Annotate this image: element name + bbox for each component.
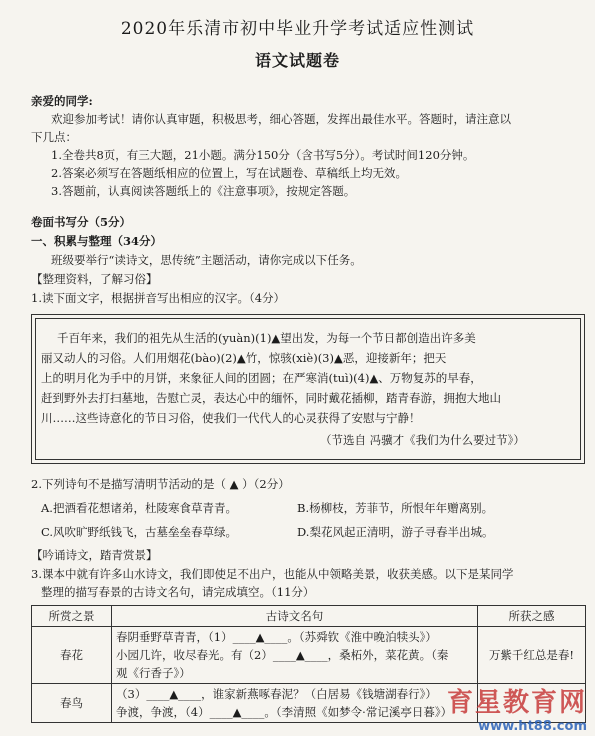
passage-line-2: 丽又动人的习俗。人们用烟花(bào)(2)▲竹，惊骇(xiè)(3)▲恶，迎接新年；把天 — [41, 351, 447, 365]
poem-line: 观《行香子》） — [116, 666, 191, 680]
passage-line-5: 川……这些诗意化的节日习俗，使我们一代代人的心灵获得了安慰与宁静！ — [41, 411, 421, 425]
notice-item-2: 2.答案必须写在答题纸相应的位置上，写在试题卷、草稿纸上均无效。 — [51, 166, 407, 180]
part-1-heading: 【整理资料，了解习俗】 — [31, 272, 158, 286]
notice-line-2: 下几点： — [31, 130, 77, 144]
watermark-logo-text: 育星教育网 — [446, 688, 587, 718]
section-1-heading: 一、积累与整理（34分） — [31, 234, 163, 248]
passage-line-4: 赶到野外去打扫墓地，告慰亡灵，表达心中的缅怀，同时戴花插柳，踏青春游，拥抱大地山 — [41, 391, 501, 405]
feeling-cell: 万紫千红总是春! — [478, 627, 586, 684]
table-header: 所获之感 — [478, 606, 586, 627]
poem-line: 春阴垂野草青青，（1）____▲____。（苏舜钦《淮中晚泊犊头》） — [116, 630, 437, 644]
table-header-row — [32, 606, 586, 627]
exam-subtitle: 语文试题卷 — [254, 51, 340, 70]
watermark-url: www.ht88.com — [478, 719, 587, 734]
table-header: 所赏之景 — [32, 606, 112, 627]
scene-cell: 春鸟 — [32, 684, 112, 723]
option-c: C.风吹旷野纸钱飞，古墓垒垒春草绿。 — [41, 525, 238, 539]
lines-cell — [112, 627, 478, 684]
option-a: A.把酒看花想诸弟，杜陵寒食草青青。 — [41, 501, 237, 515]
scene-cell: 春花 — [32, 627, 112, 684]
poem-line: 争渡，争渡，（4）____▲____。（李清照《如梦令·常记溪亭日暮》） — [116, 705, 453, 719]
handwriting-score: 卷面书写分（5分） — [31, 215, 132, 229]
option-b: B.杨柳枝，芳菲节，所恨年年赠离别。 — [297, 501, 494, 515]
passage-line-3: 上的明月化为手中的月饼，来象征人间的团圆；在严寒消(tuì)(4)▲、万物复苏的早春， — [41, 371, 482, 385]
table-header: 古诗文名句 — [112, 606, 478, 627]
poem-line: （3）____▲____，谁家新燕啄春泥？（白居易《钱塘湖春行》） — [116, 687, 437, 701]
notice-item-3: 3.答题前，认真阅读答题纸上的《注意事项》，按规定答题。 — [51, 184, 356, 198]
question-3-line-1: 3.课本中就有许多山水诗文，我们即使足不出户，也能从中领略美景，收获美感。以下是某同学 — [31, 567, 514, 581]
question-1: 1.读下面文字，根据拼音写出相应的汉字。（4分） — [31, 291, 286, 305]
poem-line: 小园几许，收尽春光。有（2）____▲____，桑柘外，菜花黄。（秦 — [116, 648, 449, 662]
question-2: 2.下列诗句不是描写清明节活动的是（ ▲ ）（2分） — [31, 477, 290, 491]
exam-title: 2020年乐清市初中毕业升学考试适应性测试 — [120, 19, 475, 39]
site-watermark — [447, 682, 587, 734]
section-1-intro: 班级要举行“读诗文，思传统”主题活动，请你完成以下任务。 — [51, 253, 362, 267]
notice-line-1: 欢迎参加考试！请你认真审题，积极思考，细心答题，发挥出最佳水平。答题时，请注意以 — [51, 112, 511, 126]
lines-cell — [112, 684, 478, 723]
option-d: D.梨花风起正清明，游子寻春半出城。 — [297, 525, 494, 539]
passage-source: （节选自 冯骥才《我们为什么要过节》） — [320, 433, 525, 447]
passage-line-1: 千百年来，我们的祖先从生活的(yuàn)(1)▲望出发，为每一个节日都创造出许多美 — [57, 331, 476, 345]
notice-heading: 亲爱的同学: — [31, 94, 93, 108]
notice-item-1: 1.全卷共8页，有三大题，21小题。满分150分（含书写5分）。考试时间120分钟。 — [51, 148, 475, 162]
table-row — [32, 627, 586, 684]
question-3-line-2: 整理的描写春景的古诗文名句，请完成填空。（11分） — [41, 585, 315, 599]
part-2-heading: 【吟诵诗文，踏青赏景】 — [31, 548, 158, 562]
